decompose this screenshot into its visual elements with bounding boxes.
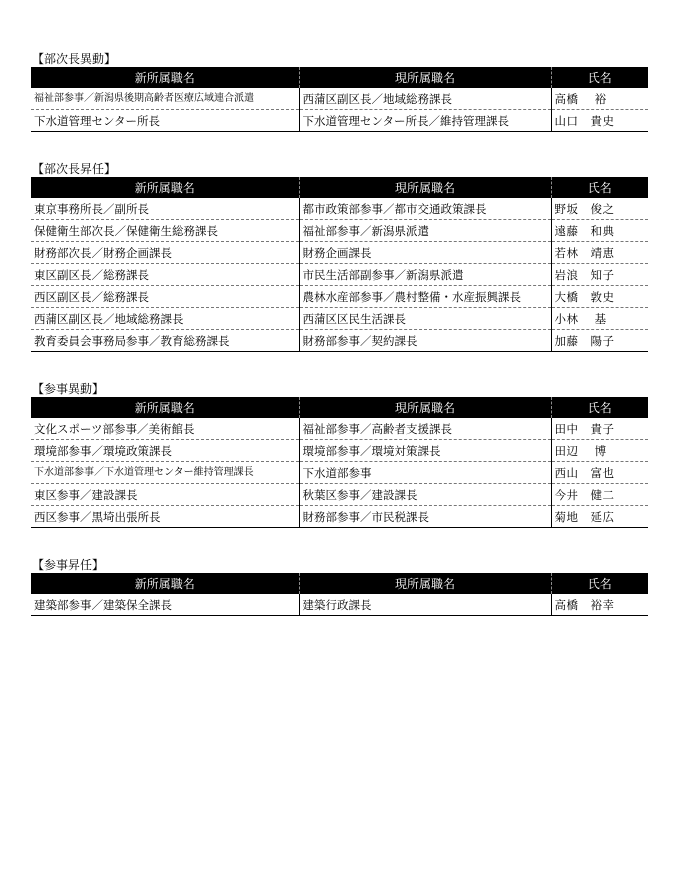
cell-new-post: 西区副区長／総務課長 [31,286,299,308]
section-sanji-shounin [31,558,648,616]
cell-new-post: 西区参事／黒埼出張所長 [31,506,299,528]
section-title: 【参事昇任】 [32,558,105,572]
section-title: 【部次長昇任】 [32,162,117,176]
cell-new-post: 保健衛生部次長／保健衛生総務課長 [31,220,299,242]
cell-new-post: 建築部参事／建築保全課長 [31,594,299,616]
table-row [31,198,648,220]
personnel-table [31,397,648,528]
table-row [31,418,648,440]
cell-new-post: 環境部参事／環境政策課長 [31,440,299,462]
header-new-post: 新所属職名 [31,397,299,418]
personnel-table [31,573,648,616]
cell-current-post: 福祉部参事／新潟県派遣 [299,220,551,242]
cell-name: 高橋 裕幸 [551,594,648,616]
header-new-post: 新所属職名 [31,67,299,88]
table-row [31,286,648,308]
cell-name: 野坂 俊之 [551,198,648,220]
cell-current-post: 財務部参事／市民税課長 [299,506,551,528]
cell-name: 西山 富也 [551,462,648,484]
cell-name: 大橋 敦史 [551,286,648,308]
section-bujichou-idou [31,52,648,132]
table-row [31,462,648,484]
personnel-table [31,177,648,352]
cell-new-post: 西蒲区副区長／地域総務課長 [31,308,299,330]
table-row [31,594,648,616]
section-title: 【参事異動】 [32,382,105,396]
table-header-row [31,67,648,88]
personnel-table [31,67,648,132]
cell-current-post: 下水道管理センター所長／維持管理課長 [299,110,551,132]
header-name: 氏名 [551,397,648,418]
table-header-row [31,397,648,418]
header-new-post: 新所属職名 [31,573,299,594]
table-row [31,506,648,528]
header-current-post: 現所属職名 [299,573,551,594]
cell-name: 遠藤 和典 [551,220,648,242]
table-row [31,264,648,286]
header-new-post: 新所属職名 [31,177,299,198]
cell-new-post: 東京事務所長／副所長 [31,198,299,220]
table-row [31,440,648,462]
cell-current-post: 下水道部参事 [299,462,551,484]
table-header-row [31,177,648,198]
table-header-row [31,573,648,594]
cell-new-post: 文化スポーツ部参事／美術館長 [31,418,299,440]
table-row [31,220,648,242]
table-row [31,308,648,330]
table-row [31,88,648,110]
cell-current-post: 西蒲区副区長／地域総務課長 [299,88,551,110]
cell-current-post: 財務企画課長 [299,242,551,264]
header-name: 氏名 [551,67,648,88]
cell-current-post: 建築行政課長 [299,594,551,616]
cell-new-post: 下水道部参事／下水道管理センター維持管理課長 [31,462,299,484]
header-name: 氏名 [551,573,648,594]
cell-name: 菊地 延広 [551,506,648,528]
cell-new-post: 教育委員会事務局参事／教育総務課長 [31,330,299,352]
cell-name: 山口 貴史 [551,110,648,132]
table-row [31,242,648,264]
cell-name: 今井 健二 [551,484,648,506]
section-title: 【部次長異動】 [32,52,117,66]
header-name: 氏名 [551,177,648,198]
table-row [31,330,648,352]
cell-current-post: 秋葉区参事／建設課長 [299,484,551,506]
header-current-post: 現所属職名 [299,177,551,198]
table-row [31,484,648,506]
cell-current-post: 財務部参事／契約課長 [299,330,551,352]
cell-new-post: 下水道管理センター所長 [31,110,299,132]
cell-name: 小林 基 [551,308,648,330]
cell-current-post: 都市政策部参事／都市交通政策課長 [299,198,551,220]
section-bujichou-shounin [31,162,648,352]
cell-name: 田辺 博 [551,440,648,462]
header-current-post: 現所属職名 [299,67,551,88]
cell-name: 若林 靖恵 [551,242,648,264]
cell-current-post: 福祉部参事／高齢者支援課長 [299,418,551,440]
cell-current-post: 市民生活部副参事／新潟県派遣 [299,264,551,286]
cell-name: 加藤 陽子 [551,330,648,352]
cell-current-post: 西蒲区区民生活課長 [299,308,551,330]
cell-name: 岩浪 知子 [551,264,648,286]
cell-name: 田中 貴子 [551,418,648,440]
section-sanji-idou [31,382,648,528]
cell-new-post: 東区参事／建設課長 [31,484,299,506]
cell-name: 高橋 裕 [551,88,648,110]
cell-current-post: 農林水産部参事／農村整備・水産振興課長 [299,286,551,308]
table-row [31,110,648,132]
cell-new-post: 福祉部参事／新潟県後期高齢者医療広域連合派遣 [31,88,299,110]
cell-new-post: 財務部次長／財務企画課長 [31,242,299,264]
cell-current-post: 環境部参事／環境対策課長 [299,440,551,462]
cell-new-post: 東区副区長／総務課長 [31,264,299,286]
header-current-post: 現所属職名 [299,397,551,418]
